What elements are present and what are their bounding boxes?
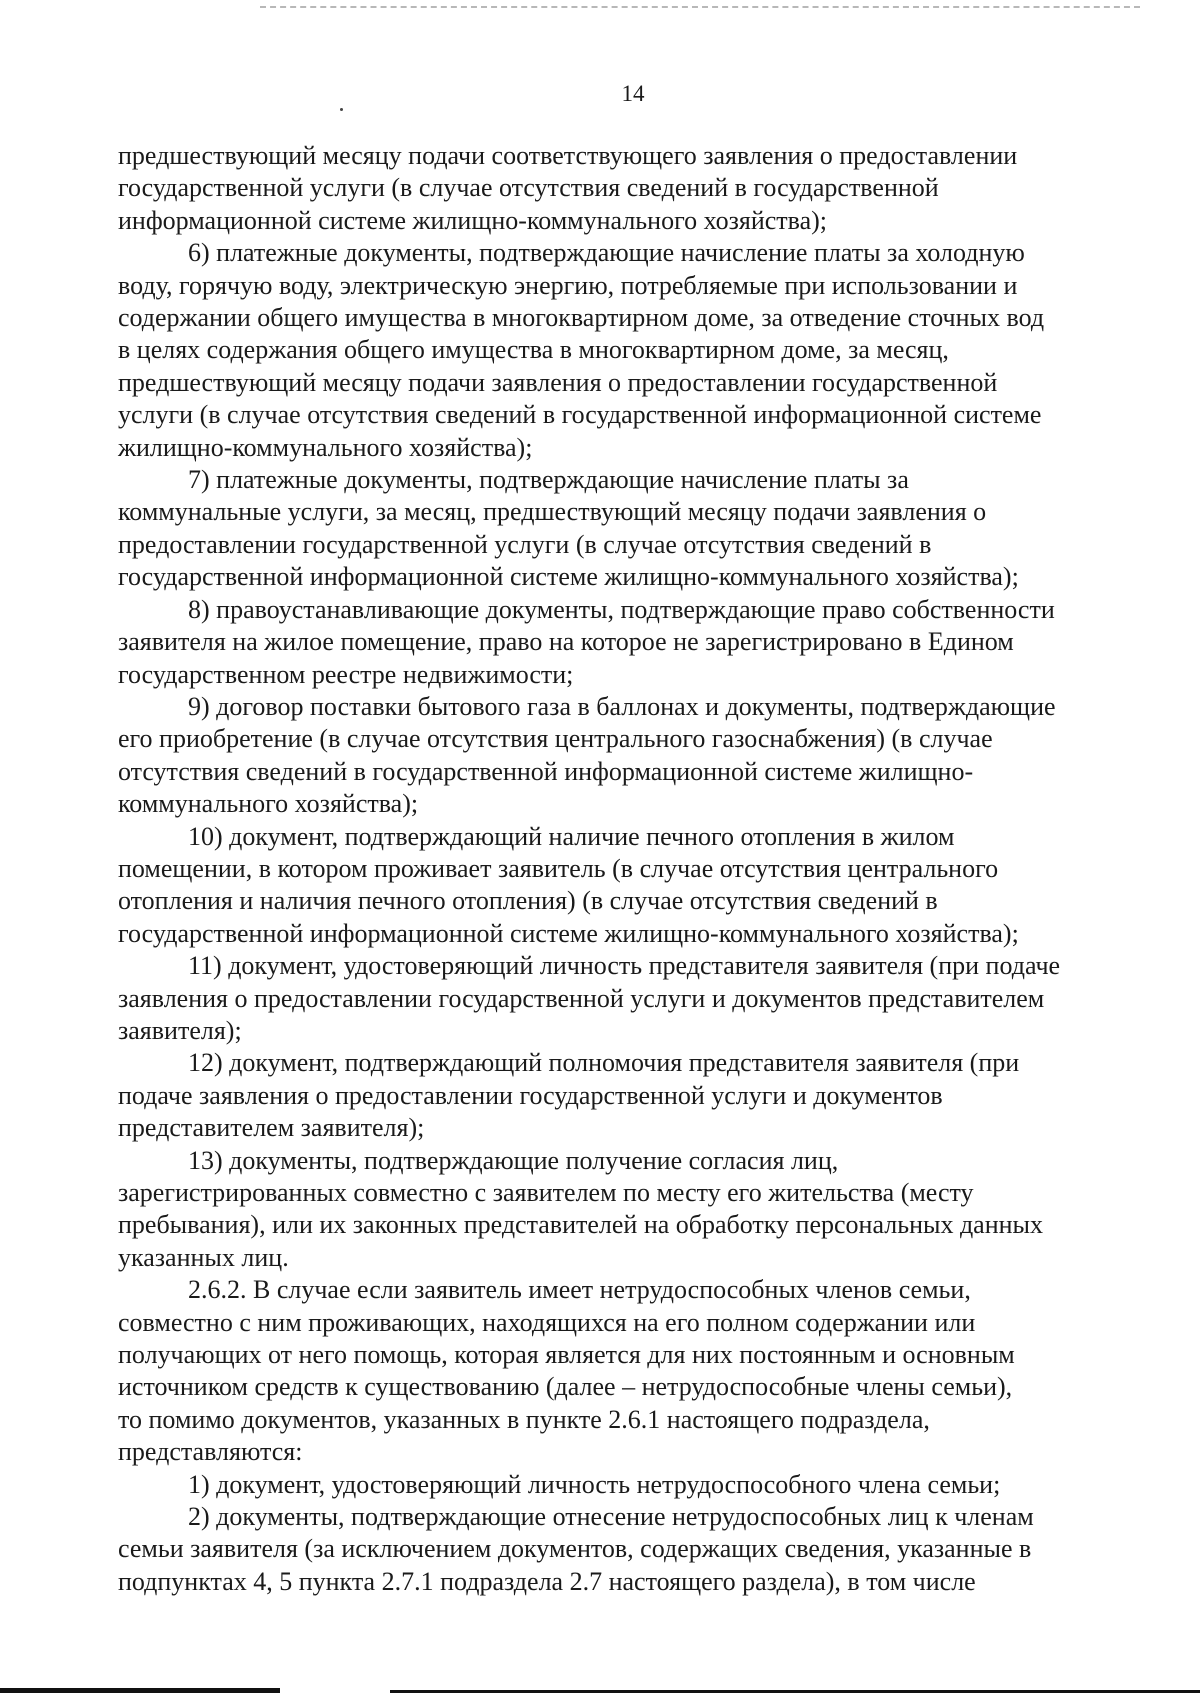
paragraph-item-12: 12) документ, подтверждающий полномочия представителя заявителя (при подаче заявления о предоставлении государственной услуги и документов представителем заявителя); bbox=[118, 1048, 1020, 1143]
scan-edge-bottom-left bbox=[0, 1688, 280, 1693]
paragraph-subitem-2: 2) документы, подтверждающие отнесение нетрудоспособных лиц к членам семьи заявителя (за исключением документов, содержащих сведения, указанные в подпунктах 4, 5 пункта 2.7.1 подраздела 2.7 настоящего раздела), в том числе bbox=[118, 1502, 1034, 1596]
paragraph-section-2-6-2: 2.6.2. В случае если заявитель имеет нетрудоспособных членов семьи, совместно с ним проживающих, находящихся на его полном содержании или получающих от него помощь, которая является для них постоянным и основным источником средств к существованию (далее – нетрудоспособные члены семьи), то помимо документов, указанных в пункте 2.6.1 настоящего подраздела, представляются: bbox=[118, 1275, 1015, 1467]
paragraph-continuation: предшествующий месяцу подачи соответствующего заявления о предоставлении государственной услуги (в случае отсутствия сведений в государственной информационной системе жилищно-коммунального хозяйства); bbox=[118, 141, 1018, 235]
paragraph-subitem-1: 1) документ, удостоверяющий личность нетрудоспособного члена семьи; bbox=[188, 1469, 1001, 1499]
paragraph-item-9: 9) договор поставки бытового газа в баллонах и документы, подтверждающие его приобретение (в случае отсутствия центрального газоснабжения) (в случае отсутствия сведений в государственной информационной системе жилищно- коммунального хозяйства); bbox=[118, 691, 1056, 819]
document-body bbox=[118, 140, 1146, 1598]
paragraph-item-6: 6) платежные документы, подтверждающие начисление платы за холодную воду, горячую воду, электрическую энергию, потребляемые при использовании и содержании общего имущества в многоквартирном доме, за отведение сточных вод в целях содержания общего имущества в многоквартирном доме, за месяц, предшествующий месяцу подачи заявления о предоставлении государственной услуги (в случае отсутствия сведений в государственной информационной системе жилищно-коммунального хозяйства); bbox=[118, 238, 1045, 462]
scan-edge-bottom-right bbox=[390, 1690, 1200, 1693]
paragraph-item-11: 11) документ, удостоверяющий личность представителя заявителя (при подаче заявления о предоставлении государственной услуги и документов представителем заявителя); bbox=[118, 951, 1061, 1045]
scan-speck bbox=[340, 108, 343, 111]
paragraph-item-13: 13) документы, подтверждающие получение согласия лиц, зарегистрированных совместно с заявителем по месту его жительства (месту пребывания), или их законных представителей на обработку персональных данных указанных лиц. bbox=[118, 1145, 1044, 1272]
paragraph-item-8: 8) правоустанавливающие документы, подтверждающие право собственности заявителя на жилое помещение, право на которое не зарегистрировано в Едином государственном реестре недвижимости; bbox=[118, 594, 1055, 689]
paragraph-item-10: 10) документ, подтверждающий наличие печного отопления в жилом помещении, в котором проживает заявитель (в случае отсутствия центрального отопления и наличия печного отопления) (в случае отсутствия сведений в государственной информационной системе жилищно-коммунального хозяйства); bbox=[118, 821, 1019, 948]
paragraph-item-7: 7) платежные документы, подтверждающие начисление платы за коммунальные услуги, за месяц, предшествующий месяцу подачи заявления о предоставлении государственной услуги (в случае отсутствия сведений в государственной информационной системе жилищно-коммунального хозяйства); bbox=[118, 465, 1019, 592]
page-number: 14 bbox=[621, 81, 645, 106]
scan-edge-top bbox=[260, 6, 1140, 8]
